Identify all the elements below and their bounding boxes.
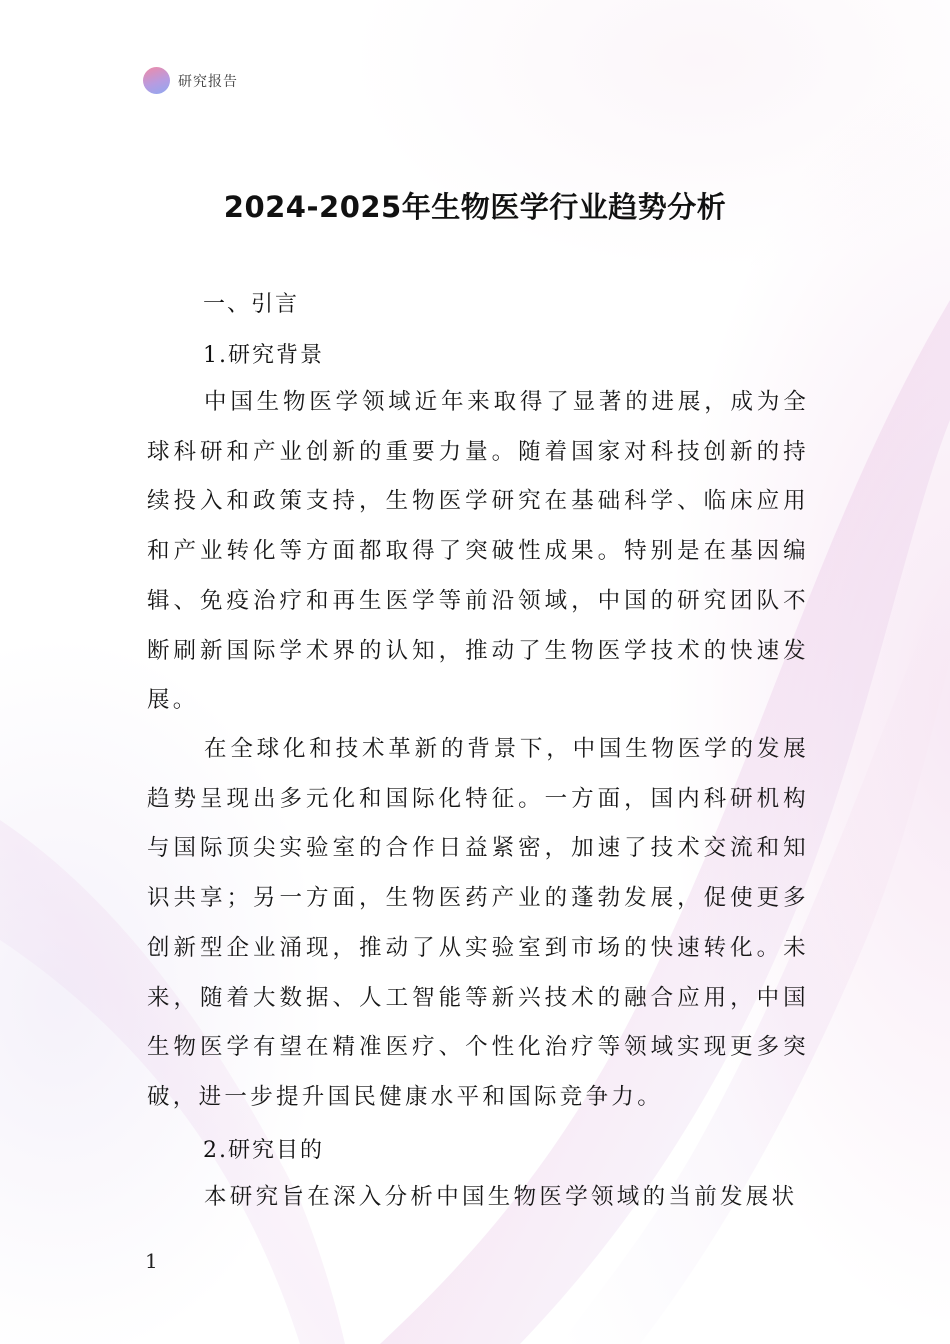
document-title: 2024-2025年生物医学行业趋势分析: [223, 190, 727, 224]
paragraph-background-1: 中国生物医学领域近年来取得了显著的进展，成为全球科研和产业创新的重要力量。随着国家对科技创新的持续投入和政策支持，生物医学研究在基础科学、临床应用和产业转化等方面都取得了突破性成果。特别是在基因编辑、免疫治疗和再生医学等前沿领域，中国的研究团队不断刷新国际学术界的认知，推动了生物医学技术的快速发展。: [147, 389, 809, 714]
subsection-heading-background: 1.研究背景: [203, 343, 324, 368]
header-label: 研究报告: [178, 73, 238, 90]
paragraph-purpose: 本研究旨在深入分析中国生物医学领域的当前发展状: [204, 1184, 798, 1210]
brand-logo: [143, 67, 170, 94]
subsection-heading-purpose: 2.研究目的: [203, 1138, 324, 1163]
report-header: [143, 67, 238, 94]
page-number: 1: [145, 1249, 158, 1273]
section-heading-introduction: 一、引言: [203, 292, 300, 317]
paragraph-background-2: 在全球化和技术革新的背景下，中国生物医学的发展趋势呈现出多元化和国际化特征。一方面，国内科研机构与国际顶尖实验室的合作日益紧密，加速了技术交流和知识共享；另一方面，生物医药产业的蓬勃发展，促使更多创新型企业涌现，推动了从实验室到市场的快速转化。未来，随着大数据、人工智能等新兴技术的融合应用，中国生物医学有望在精准医疗、个性化治疗等领域实现更多突破，进一步提升国民健康水平和国际竞争力。: [147, 736, 809, 1110]
